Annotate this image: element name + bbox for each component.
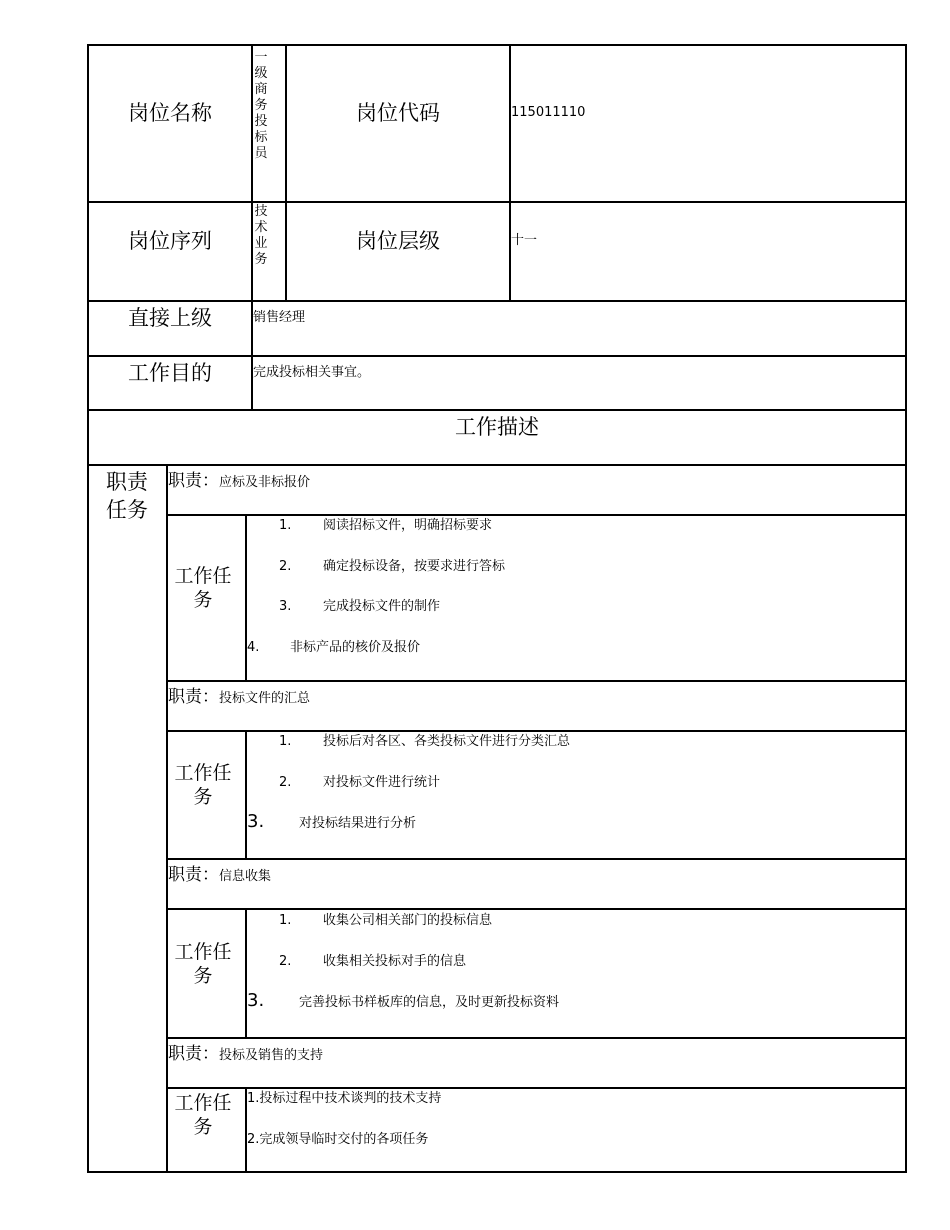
task-item: 2. 收集相关投标对手的信息	[279, 954, 467, 969]
rule	[87, 201, 907, 203]
task-label-3: 工作任务	[174, 941, 232, 987]
post-name-label: 岗位名称	[128, 100, 212, 125]
rule	[166, 680, 907, 682]
task-item: 2.完成领导临时交付的各项任务	[247, 1132, 429, 1147]
purpose-label: 工作目的	[128, 360, 212, 385]
post-code-label: 岗位代码	[356, 100, 440, 125]
task-label-4: 工作任务	[174, 1092, 232, 1138]
rule	[245, 908, 247, 1038]
rule	[87, 44, 89, 1173]
duty-title-1	[168, 469, 310, 494]
post-name-value: 一级商务投标员	[254, 50, 268, 161]
duty-name: 信息收集	[219, 869, 272, 884]
rule	[166, 1087, 907, 1089]
duty-title-2	[168, 685, 310, 710]
superior-label: 直接上级	[128, 305, 212, 330]
rule	[166, 1037, 907, 1039]
rule	[166, 730, 907, 732]
duty-prefix: 职责：	[168, 687, 219, 707]
description-title: 工作描述	[455, 414, 539, 439]
rule	[166, 858, 907, 860]
task-label-1: 工作任务	[174, 565, 232, 611]
duty-prefix: 职责：	[168, 1044, 219, 1064]
duty-title-3	[168, 863, 271, 888]
task-item: 1.投标过程中技术谈判的技术支持	[247, 1091, 442, 1106]
post-code-value: 115011110	[511, 105, 586, 120]
rule	[166, 514, 907, 516]
post-seq-value: 技术业务	[254, 204, 268, 267]
superior-value: 销售经理	[253, 310, 306, 325]
rule	[166, 908, 907, 910]
task-item: 2. 确定投标设备，按要求进行答标	[279, 559, 506, 574]
duty-prefix: 职责：	[168, 865, 219, 885]
duty-section-label: 职责任务	[106, 470, 148, 522]
duty-name: 应标及非标报价	[219, 475, 311, 490]
rule	[87, 44, 907, 46]
task-item: 1. 收集公司相关部门的投标信息	[279, 913, 493, 928]
post-seq-label: 岗位序列	[128, 228, 212, 253]
duty-name: 投标及销售的支持	[219, 1048, 324, 1063]
task-item: 3. 完善投标书样板库的信息，及时更新投标资料	[247, 990, 560, 1011]
duty-title-4	[168, 1042, 323, 1067]
task-label-2: 工作任务	[174, 762, 232, 808]
rule	[509, 44, 511, 302]
purpose-value: 完成投标相关事宜。	[253, 365, 371, 380]
task-item: 1. 投标后对各区、各类投标文件进行分类汇总	[279, 734, 571, 749]
duty-name: 投标文件的汇总	[219, 691, 311, 706]
task-item: 3. 完成投标文件的制作	[279, 599, 441, 614]
post-level-label: 岗位层级	[356, 228, 440, 253]
rule	[245, 730, 247, 859]
rule	[905, 44, 907, 1173]
rule	[285, 44, 287, 302]
post-level-value: 十一	[511, 233, 538, 248]
rule	[87, 464, 907, 466]
task-item: 4. 非标产品的核价及报价	[247, 640, 421, 655]
task-item: 3. 对投标结果进行分析	[247, 811, 417, 832]
rule	[87, 1171, 907, 1173]
task-item: 2. 对投标文件进行统计	[279, 775, 441, 790]
duty-prefix: 职责：	[168, 471, 219, 491]
task-item: 1. 阅读招标文件，明确招标要求	[279, 518, 493, 533]
